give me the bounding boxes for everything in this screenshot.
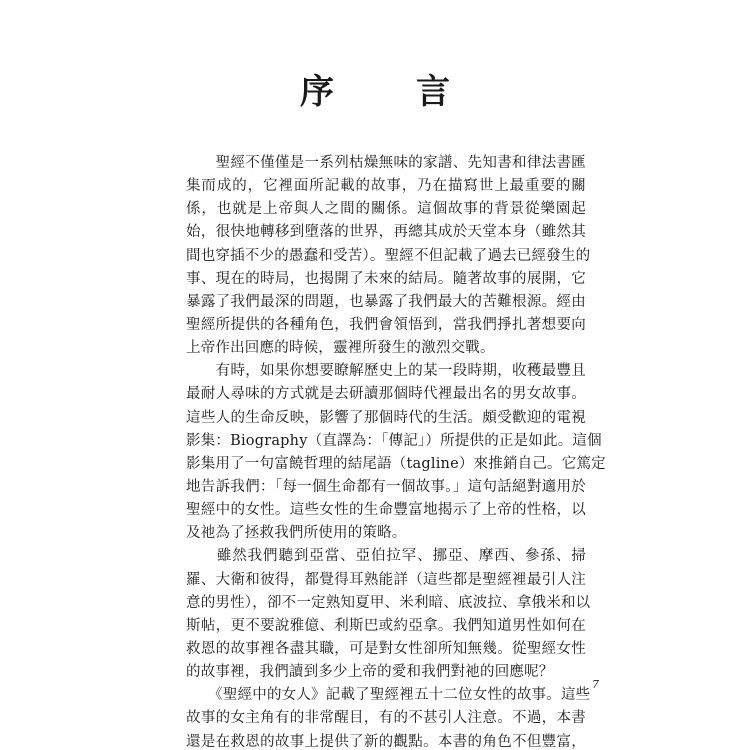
text-line: 間也穿插不少的愚蠢和受苦）。聖經不但記載了過去已經發生的 xyxy=(186,247,591,264)
text-line: 的故事裡，我們讀到多少上帝的愛和我們對祂的回應呢？ xyxy=(186,664,554,681)
text-line: 聖經所提供的各種角色，我們會領悟到，當我們掙扎著想要向 xyxy=(186,316,586,333)
text-line: 影集用了一句富饒哲理的結尾語（tagline）來推銷自己。它篤定 xyxy=(186,455,606,472)
body-text xyxy=(186,152,606,750)
text-line: 意的男性），卻不一定熟知夏甲、米利暗、底波拉、拿俄米和以 xyxy=(186,594,591,611)
text-line: 最耐人尋味的方式就是去研讀那個時代裡最出名的男女故事。 xyxy=(186,386,586,403)
text-line: 這些人的生命反映，影響了那個時代的生活。頗受歡迎的電視 xyxy=(186,409,586,426)
page-number: 7 xyxy=(592,678,599,691)
text-line: 救恩的故事裡各盡其職，可是對女性卻所知無幾。從聖經女性 xyxy=(186,640,586,657)
text-line: 還是在救恩的故事上提供了新的觀點。本書的角色不但豐富， xyxy=(186,733,586,750)
text-line: 上帝作出回應的時候，靈裡所發生的激烈交戰。 xyxy=(186,340,495,357)
text-line: 事、現在的時局，也揭開了未來的結局。隨著故事的展開，它 xyxy=(186,270,586,287)
text-line: 聖經中的女性。這些女性的生命豐富地揭示了上帝的性格，以 xyxy=(186,502,586,519)
text-line: 始，很快地轉移到墮落的世界，再總其成於天堂本身（雖然其 xyxy=(186,224,586,241)
text-line: 斯帖，更不要說雅億、利斯巴或約亞拿。我們知道男性如何在 xyxy=(186,617,586,634)
text-line: 集而成的，它裡面所記載的故事，乃在描寫世上最重要的關 xyxy=(186,178,586,195)
text-line: 係，也就是上帝與人之間的關係。這個故事的背景從樂園起 xyxy=(186,201,586,218)
page-title: 序 言 xyxy=(300,72,474,112)
text-line: 影集：Biography（直譯為：「傳記」）所提供的正是如此。這個 xyxy=(186,432,602,449)
text-line: 地告訴我們：「每一個生命都有一個故事。」這句話絕對適用於 xyxy=(186,478,586,495)
text-line: 有時，如果你想要瞭解歷史上的某一段時期，收穫最豐且 xyxy=(186,363,586,380)
text-line: 暴露了我們最深的問題，也暴露了我們最大的苦難根源。經由 xyxy=(186,293,586,310)
text-line: 羅、大衛和彼得，都覺得耳熟能詳（這些都是聖經裡最引人注 xyxy=(186,571,586,588)
text-line: 及祂為了拯救我們所使用的策略。 xyxy=(186,525,407,542)
text-line: 故事的女主角有的非常醒目，有的不甚引人注意。不過，本書 xyxy=(186,710,586,727)
text-line: 《聖經中的女人》記載了聖經裡五十二位女性的故事。這些 xyxy=(186,687,591,704)
text-line: 聖經不僅僅是一系列枯燥無味的家譜、先知書和律法書匯 xyxy=(186,155,586,171)
text-line: 雖然我們聽到亞當、亞伯拉罕、挪亞、摩西、參孫、掃 xyxy=(186,548,586,565)
